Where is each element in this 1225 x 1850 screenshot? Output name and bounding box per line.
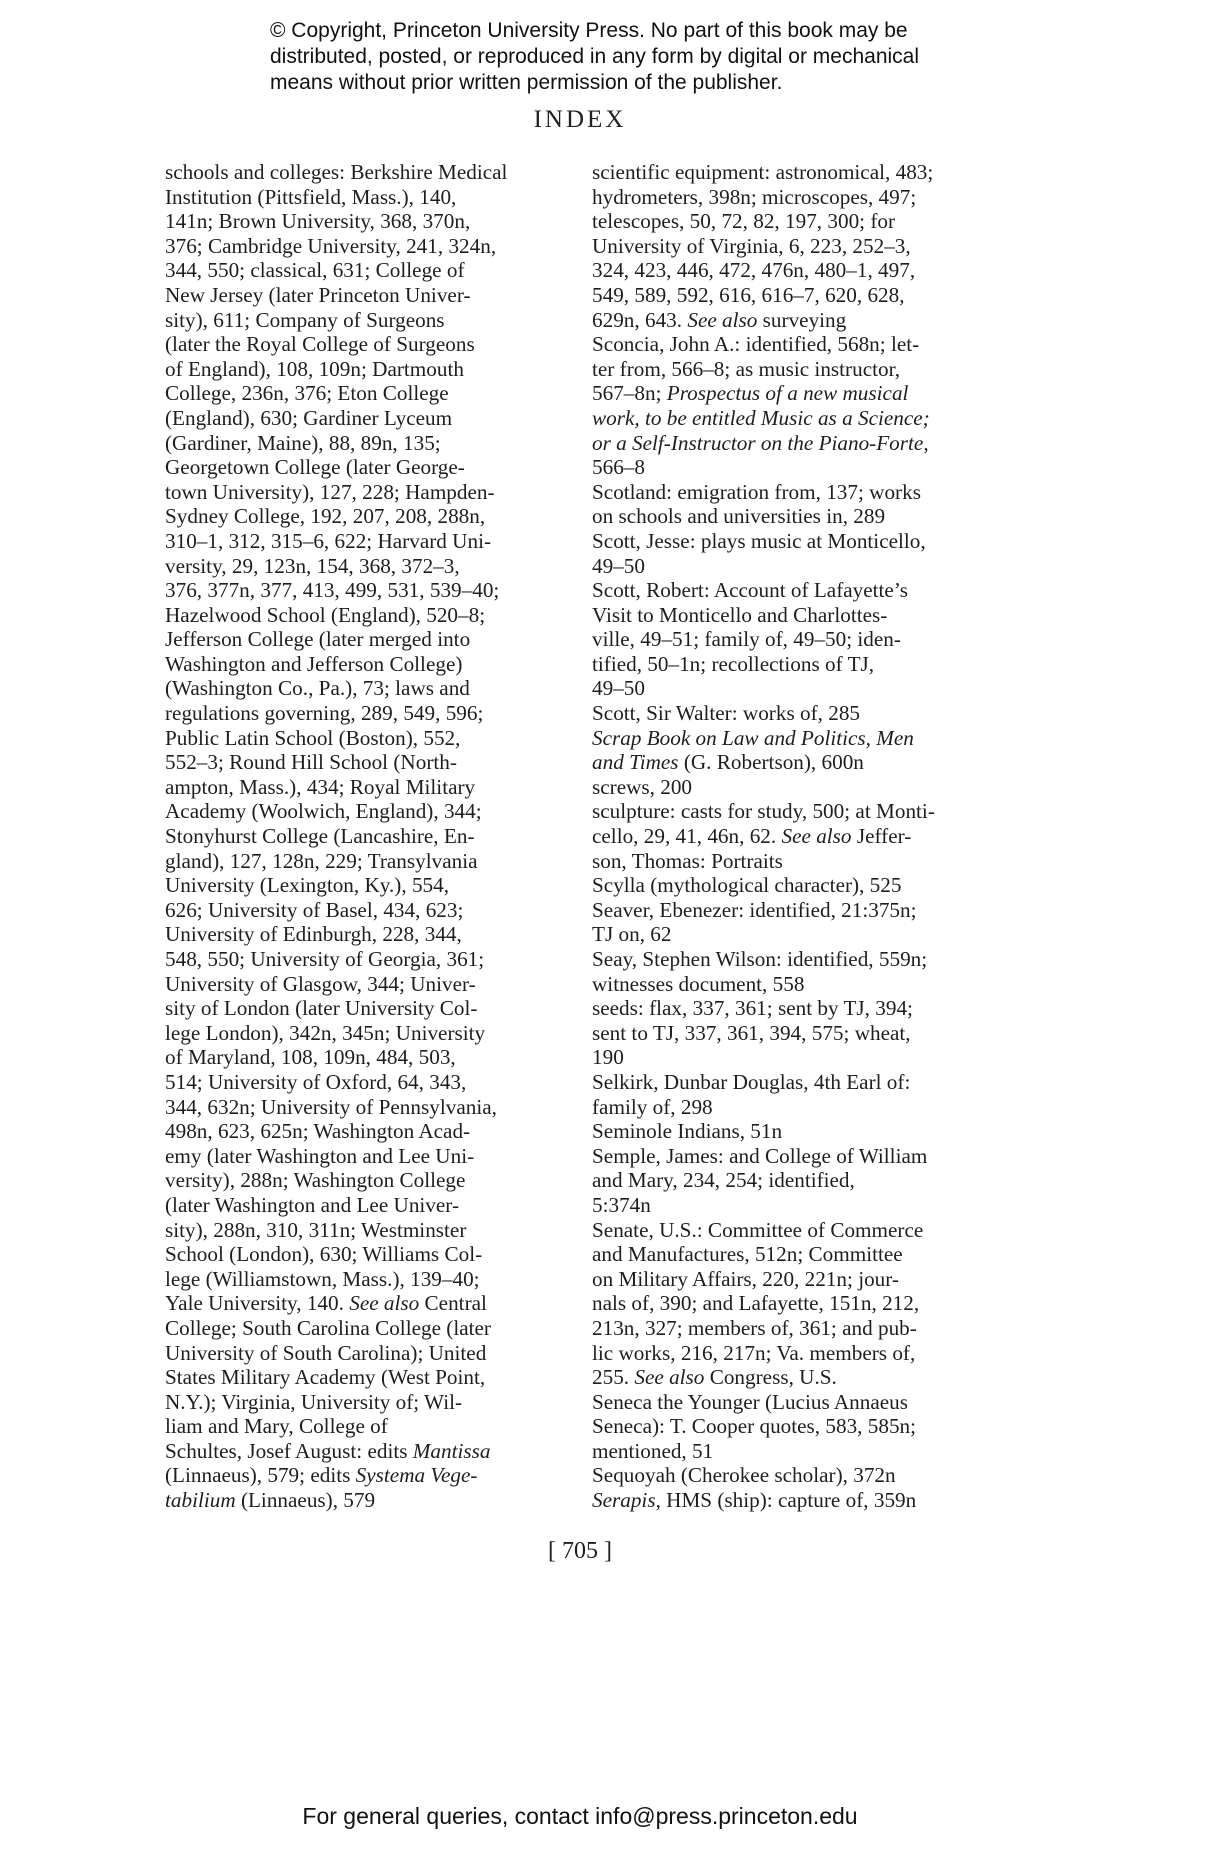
- index-entry-line: on schools and universities in, 289: [592, 504, 886, 529]
- index-entry-line: 626; University of Basel, 434, 623;: [165, 897, 464, 922]
- index-entry-line: lege London), 342n, 345n; University: [165, 1020, 486, 1045]
- index-entry-line: emy (later Washington and Lee Uni-: [165, 1143, 475, 1168]
- index-entry-line: Semple, James: and College of William: [592, 1143, 928, 1168]
- index-entry-line: Visit to Monticello and Charlottes-: [592, 602, 888, 627]
- index-entry-line: (Linnaeus), 579; edits Systema Vege-: [165, 1463, 478, 1488]
- index-entry: [592, 1218, 1012, 1390]
- index-entry: [592, 898, 1012, 947]
- index-entry-line: University (Lexington, Ky.), 554,: [165, 873, 450, 898]
- index-entry-line: screws, 200: [592, 774, 693, 799]
- index-entry-line: 141n; Brown University, 368, 370n,: [165, 209, 471, 234]
- index-entry-line: town University), 127, 228; Hampden-: [165, 479, 495, 504]
- index-entry: [592, 578, 1012, 701]
- index-entry: [592, 1070, 1012, 1119]
- index-entry-line: 629n, 643. See also surveying: [592, 307, 847, 332]
- index-entry: [592, 1119, 1012, 1144]
- index-entry-line: 324, 423, 446, 472, 476n, 480–1, 497,: [592, 258, 916, 283]
- index-entry-line: 376, 377n, 377, 413, 499, 531, 539–40;: [165, 578, 500, 603]
- index-entry-line: cello, 29, 41, 46n, 62. See also Jeffer-: [592, 824, 912, 849]
- index-entry-line: 344, 632n; University of Pennsylvania,: [165, 1094, 497, 1119]
- index-entry-line: College; South Carolina College (later: [165, 1315, 491, 1340]
- index-entry: [165, 160, 565, 1439]
- copyright-line: distributed, posted, or reproduced in any form by digital or mechanical: [270, 45, 920, 68]
- index-entry-line: Scott, Jesse: plays music at Monticello,: [592, 528, 926, 553]
- copyright-line: © Copyright, Princeton University Press. No part of this book may be: [270, 19, 908, 42]
- index-entry-line: 498n, 623, 625n; Washington Acad-: [165, 1119, 471, 1144]
- index-entry-line: of Maryland, 108, 109n, 484, 503,: [165, 1045, 456, 1070]
- index-entry-line: sity), 288n, 310, 311n; Westminster: [165, 1217, 467, 1242]
- index-entry-line: 567–8n; Prospectus of a new musical: [592, 381, 909, 406]
- index-entry-line: 344, 550; classical, 631; College of: [165, 258, 465, 283]
- index-entry-line: versity), 288n; Washington College: [165, 1168, 466, 1193]
- footer-contact: For general queries, contact info@press.princeton.edu: [302, 1803, 858, 1829]
- index-entry-line: ter from, 566–8; as music instructor,: [592, 356, 901, 381]
- index-entry: [592, 799, 1012, 873]
- index-entry-line: seeds: flax, 337, 361; sent by TJ, 394;: [592, 996, 913, 1021]
- index-entry-line: scientific equipment: astronomical, 483;: [592, 160, 934, 184]
- copyright-notice: [270, 18, 990, 96]
- index-entry-line: tified, 50–1n; recollections of TJ,: [592, 651, 875, 676]
- index-entry-line: Sequoyah (Cherokee scholar), 372n: [592, 1463, 896, 1488]
- index-entry: [592, 726, 1012, 775]
- index-entry-line: Academy (Woolwich, England), 344;: [165, 799, 482, 824]
- index-entry-line: Seneca the Younger (Lucius Annaeus: [592, 1389, 908, 1414]
- index-entry: [592, 1144, 1012, 1218]
- index-entry-line: N.Y.); Virginia, University of; Wil-: [165, 1389, 463, 1414]
- index-entry-line: Sydney College, 192, 207, 208, 288n,: [165, 504, 486, 529]
- index-entry-line: 552–3; Round Hill School (North-: [165, 750, 457, 775]
- index-entry-line: Scott, Sir Walter: works of, 285: [592, 701, 861, 726]
- index-entry-line: ville, 49–51; family of, 49–50; iden-: [592, 627, 901, 652]
- index-entry: [592, 1488, 1012, 1513]
- index-entry: [592, 701, 1012, 726]
- index-entry-line: or a Self-Instructor on the Piano-Forte,: [592, 430, 929, 455]
- index-entry-line: and Times (G. Robertson), 600n: [592, 750, 864, 775]
- index-entry-line: lic works, 216, 217n; Va. members of,: [592, 1340, 916, 1365]
- index-entry-line: University of Virginia, 6, 223, 252–3,: [592, 233, 911, 258]
- index-entry-line: Scrap Book on Law and Politics, Men: [592, 725, 914, 750]
- index-entry-line: Senate, U.S.: Committee of Commerce: [592, 1217, 924, 1242]
- index-entry-line: sent to TJ, 337, 361, 394, 575; wheat,: [592, 1020, 911, 1045]
- index-entry-line: of England), 108, 109n; Dartmouth: [165, 356, 464, 381]
- index-entry-line: University of Edinburgh, 228, 344,: [165, 922, 462, 947]
- index-entry-line: 376; Cambridge University, 241, 324n,: [165, 233, 497, 258]
- index-entry-line: lege (Williamstown, Mass.), 139–40;: [165, 1266, 480, 1291]
- index-entry-line: liam and Mary, College of: [165, 1414, 388, 1439]
- index-entry-line: Hazelwood School (England), 520–8;: [165, 602, 486, 627]
- index-entry-line: mentioned, 51: [592, 1438, 714, 1463]
- index-entry-line: Scotland: emigration from, 137; works: [592, 479, 921, 504]
- index-entry-line: (later the Royal College of Surgeons: [165, 332, 475, 357]
- index-entry-line: and Manufactures, 512n; Committee: [592, 1242, 903, 1267]
- index-entry-line: nals of, 390; and Lafayette, 151n, 212,: [592, 1291, 920, 1316]
- index-entry-line: Selkirk, Dunbar Douglas, 4th Earl of:: [592, 1069, 911, 1094]
- index-entry-line: son, Thomas: Portraits: [592, 848, 783, 873]
- index-entry: [592, 332, 1012, 480]
- index-entry-line: 310–1, 312, 315–6, 622; Harvard Uni-: [165, 528, 492, 553]
- index-entry-line: on Military Affairs, 220, 221n; jour-: [592, 1266, 899, 1291]
- page-title: INDEX: [533, 106, 627, 133]
- index-entry-line: (Gardiner, Maine), 88, 89n, 135;: [165, 430, 441, 455]
- index-entry-line: hydrometers, 398n; microscopes, 497;: [592, 184, 917, 209]
- index-entry-line: work, to be entitled Music as a Science;: [592, 405, 930, 430]
- index-entry-line: sity), 611; Company of Surgeons: [165, 307, 445, 332]
- index-entry-line: Georgetown College (later George-: [165, 455, 465, 480]
- index-entry-line: 49–50: [592, 553, 645, 578]
- index-entry: [165, 1439, 565, 1513]
- copyright-line: means without prior written permission of the publisher.: [270, 71, 783, 94]
- index-entry-line: ampton, Mass.), 434; Royal Military: [165, 774, 476, 799]
- index-column-right: [592, 160, 1012, 1513]
- index-entry-line: 548, 550; University of Georgia, 361;: [165, 947, 485, 971]
- index-entry-line: Sconcia, John A.: identified, 568n; let-: [592, 332, 920, 357]
- index-entry-line: Institution (Pittsfield, Mass.), 140,: [165, 184, 457, 209]
- index-entry: [592, 1390, 1012, 1464]
- index-entry-line: versity, 29, 123n, 154, 368, 372–3,: [165, 553, 460, 578]
- index-entry-line: regulations governing, 289, 549, 596;: [165, 701, 484, 726]
- index-entry-line: Washington and Jefferson College): [165, 651, 463, 676]
- index-entry-line: schools and colleges: Berkshire Medical: [165, 160, 508, 184]
- index-entry-line: University of Glasgow, 344; Univer-: [165, 971, 476, 996]
- index-entry: [592, 480, 1012, 529]
- index-entry-line: telescopes, 50, 72, 82, 197, 300; for: [592, 209, 896, 234]
- index-entry: [592, 947, 1012, 996]
- index-entry: [592, 160, 1012, 332]
- index-entry-line: Scylla (mythological character), 525: [592, 873, 902, 898]
- index-entry-line: Yale University, 140. See also Central: [165, 1291, 487, 1316]
- index-entry-line: sity of London (later University Col-: [165, 996, 478, 1021]
- index-column-left: [165, 160, 565, 1513]
- index-entry-line: Stonyhurst College (Lancashire, En-: [165, 824, 475, 849]
- index-entry-line: 49–50: [592, 676, 645, 701]
- index-entry-line: gland), 127, 128n, 229; Transylvania: [165, 848, 478, 873]
- index-entry-line: Scott, Robert: Account of Lafayette’s: [592, 578, 908, 603]
- index-entry-line: School (London), 630; Williams Col-: [165, 1242, 483, 1267]
- index-entry-line: Seay, Stephen Wilson: identified, 559n;: [592, 947, 928, 971]
- index-entry-line: TJ on, 62: [592, 922, 672, 947]
- index-entry-line: University of South Carolina); United: [165, 1340, 487, 1365]
- index-entry-line: 5:374n: [592, 1192, 651, 1217]
- index-entry-line: Seaver, Ebenezer: identified, 21:375n;: [592, 897, 917, 922]
- index-entry-line: Seminole Indians, 51n: [592, 1119, 783, 1144]
- index-entry-line: Seneca): T. Cooper quotes, 583, 585n;: [592, 1414, 917, 1439]
- index-entry-line: 190: [592, 1045, 624, 1070]
- index-entry-line: Public Latin School (Boston), 552,: [165, 725, 461, 750]
- index-entry-line: witnesses document, 558: [592, 971, 805, 996]
- page-number: [ 705 ]: [548, 1538, 612, 1564]
- index-entry: [592, 775, 1012, 800]
- index-entry-line: 514; University of Oxford, 64, 343,: [165, 1069, 467, 1094]
- index-entry-line: Jefferson College (later merged into: [165, 627, 471, 652]
- index-entry-line: States Military Academy (West Point,: [165, 1365, 486, 1390]
- index-entry-line: (England), 630; Gardiner Lyceum: [165, 405, 453, 430]
- index-entry: [592, 996, 1012, 1070]
- index-entry-line: and Mary, 234, 254; identified,: [592, 1168, 855, 1193]
- index-entry-line: (later Washington and Lee Univer-: [165, 1192, 459, 1217]
- index-entry-line: tabilium (Linnaeus), 579: [165, 1488, 376, 1513]
- index-entry: [592, 529, 1012, 578]
- index-entry-line: New Jersey (later Princeton Univer-: [165, 282, 471, 307]
- index-entry-line: 255. See also Congress, U.S.: [592, 1365, 837, 1390]
- index-entry-line: College, 236n, 376; Eton College: [165, 381, 449, 406]
- index-entry-line: Serapis, HMS (ship): capture of, 359n: [592, 1488, 917, 1513]
- index-entry-line: sculpture: casts for study, 500; at Monti-: [592, 799, 935, 824]
- index-entry-line: 566–8: [592, 455, 645, 480]
- index-entry-line: 549, 589, 592, 616, 616–7, 620, 628,: [592, 282, 905, 307]
- index-entry-line: 213n, 327; members of, 361; and pub-: [592, 1315, 917, 1340]
- index-entry: [592, 873, 1012, 898]
- index-entry-line: family of, 298: [592, 1094, 713, 1119]
- index-entry: [592, 1463, 1012, 1488]
- index-entry-line: Schultes, Josef August: edits Mantissa: [165, 1438, 491, 1463]
- index-entry-line: (Washington Co., Pa.), 73; laws and: [165, 676, 470, 701]
